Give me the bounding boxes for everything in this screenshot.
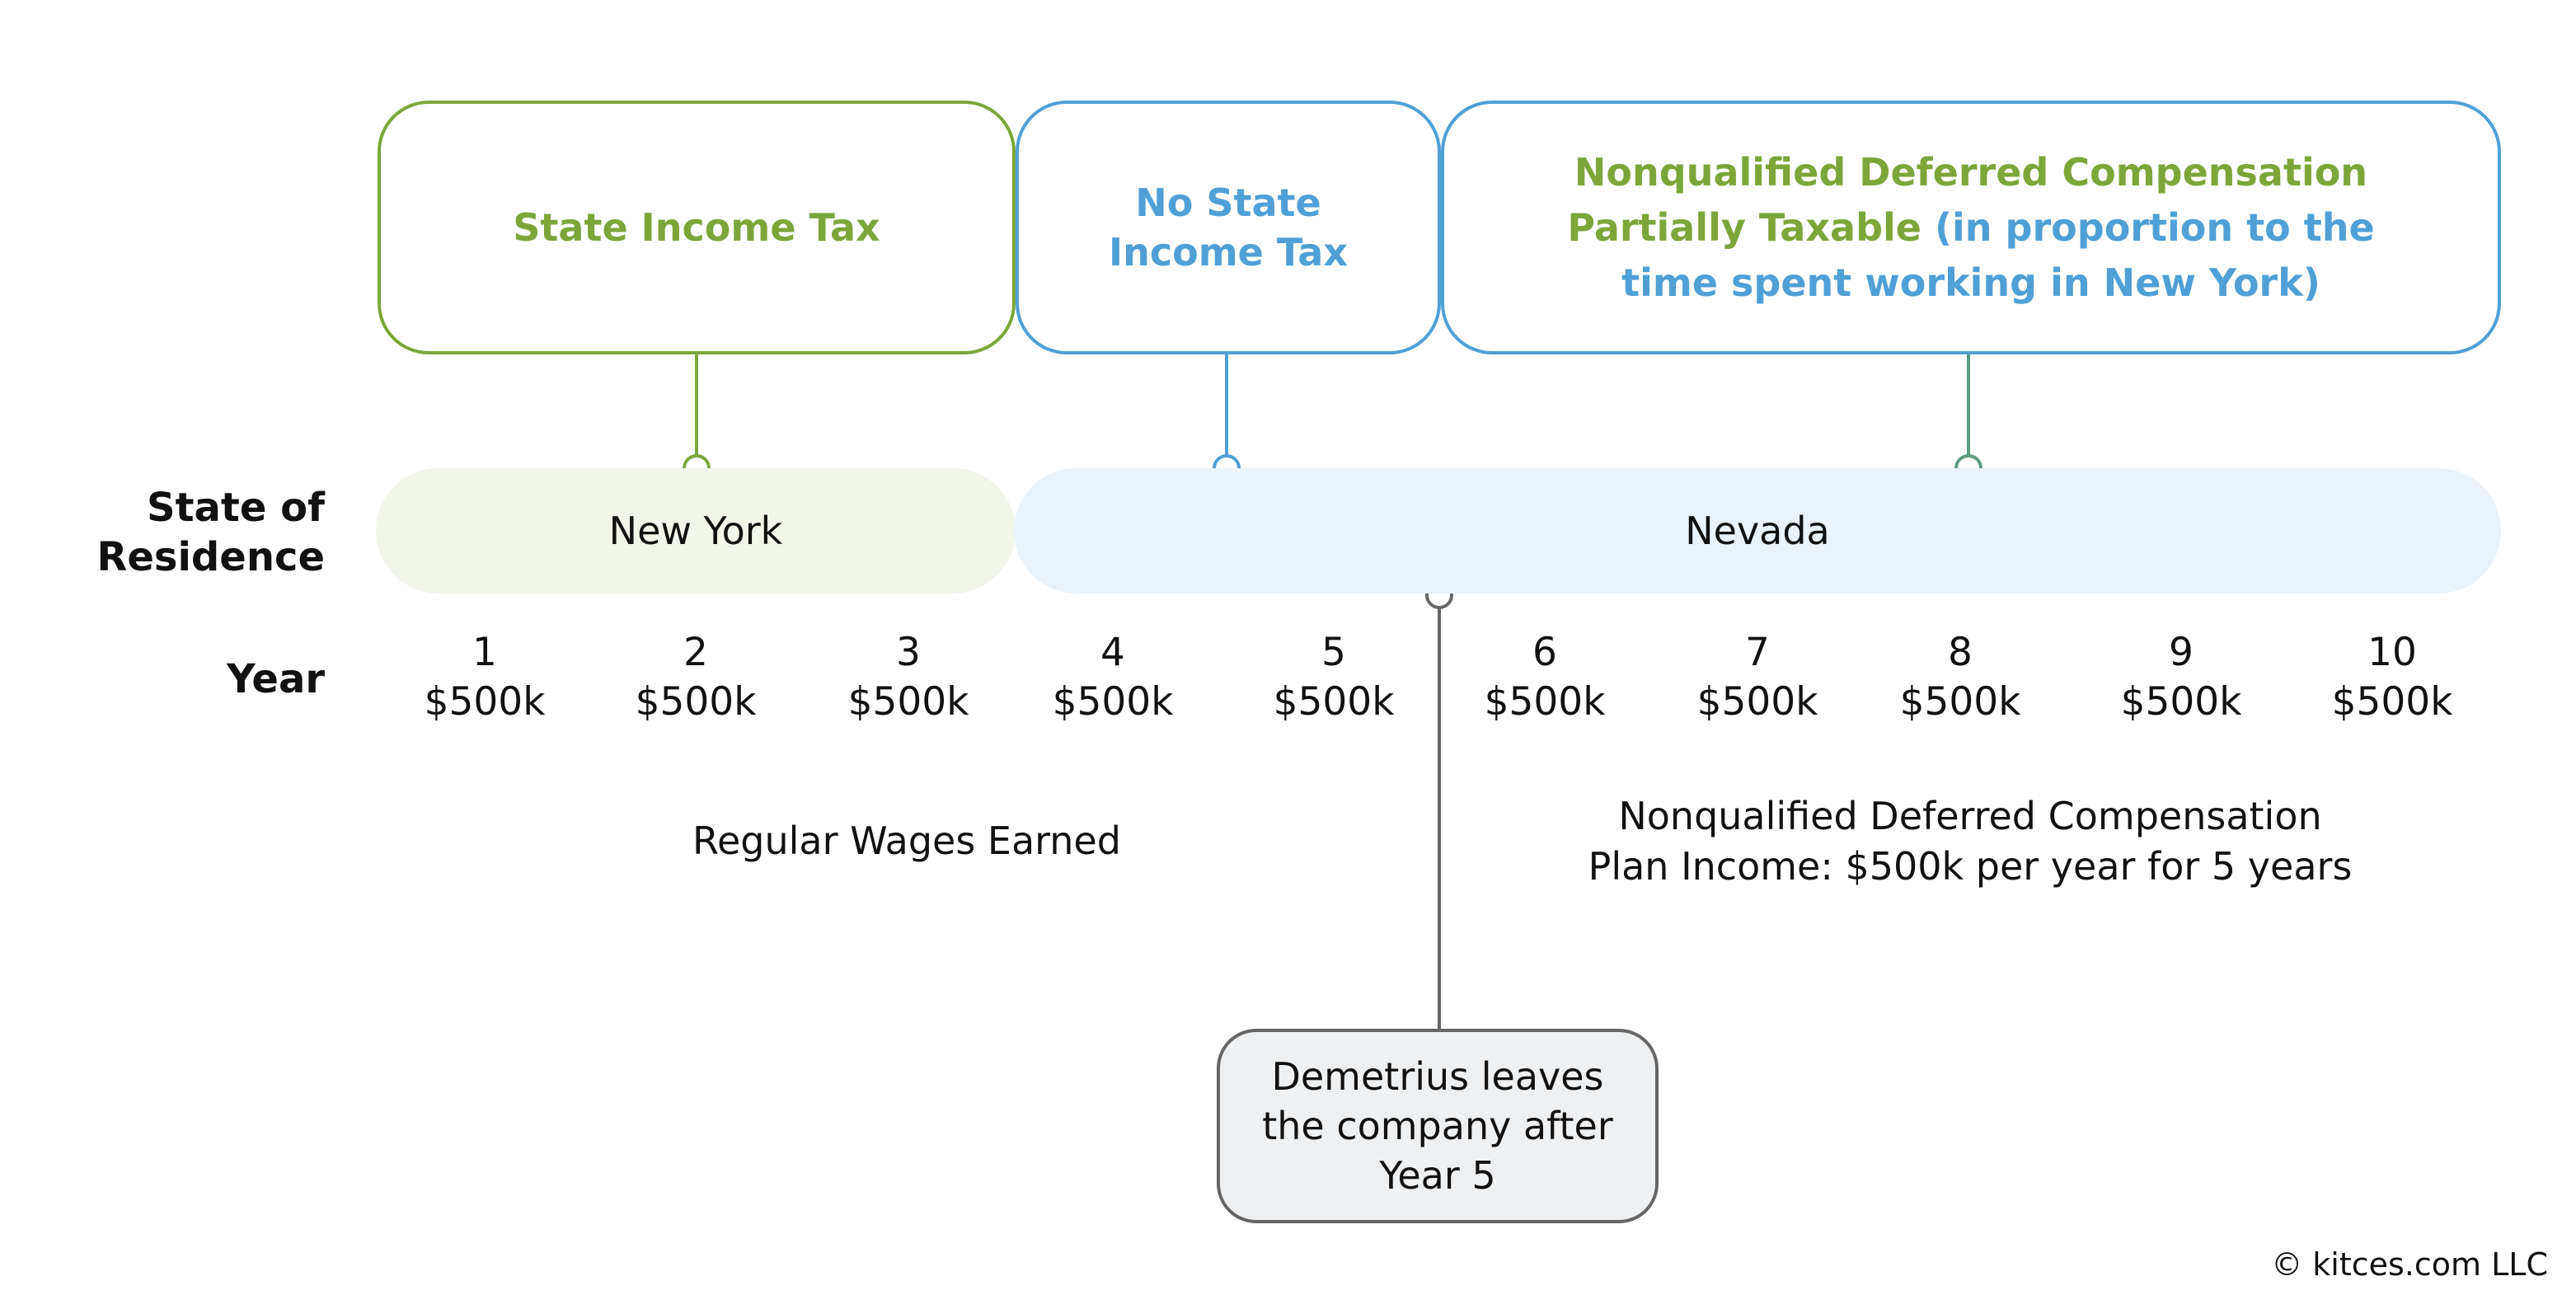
year-amount: $500k <box>2331 679 2453 725</box>
row-label-state-of-residence <box>66 483 325 582</box>
event-demetrius-leaves <box>1217 1029 1659 1223</box>
note-nqdc-line-1: Nonqualified Deferred Compensation <box>1618 794 2322 838</box>
year-column <box>2302 628 2483 727</box>
year-amount: $500k <box>1273 679 1395 725</box>
year-number: 5 <box>1321 630 1346 675</box>
band-nevada-label: Nevada <box>1685 509 1830 553</box>
year-column <box>1870 628 2051 727</box>
year-column <box>1022 628 1204 727</box>
row-label-year: Year <box>227 656 325 702</box>
event-line-1: Demetrius leaves <box>1271 1054 1604 1099</box>
year-number: 10 <box>2367 630 2417 675</box>
year-column <box>605 628 786 727</box>
year-amount: $500k <box>424 679 546 725</box>
band-new-york <box>376 468 1016 594</box>
year-number: 4 <box>1100 630 1125 675</box>
callout-nqdc-line-1: Nonqualified Deferred Compensation <box>1574 149 2368 195</box>
year-amount: $500k <box>1484 679 1606 725</box>
callout-no-state-tax-line-1: No State <box>1135 181 1321 225</box>
callout-no-state-tax-line-2: Income Tax <box>1108 230 1349 274</box>
note-nqdc-plan-income <box>1484 791 2456 892</box>
callout-state-income-tax <box>378 101 1016 354</box>
callout-nqdc-partially-taxable <box>1441 101 2501 354</box>
callout-state-income-tax-text: State Income Tax <box>513 204 880 250</box>
event-line-3: Year 5 <box>1379 1153 1496 1198</box>
year-column <box>1243 628 1424 727</box>
year-amount: $500k <box>1052 679 1174 725</box>
year-amount: $500k <box>847 679 969 725</box>
year-amount: $500k <box>635 679 757 725</box>
year-number: 2 <box>683 630 708 675</box>
year-column <box>394 628 575 727</box>
year-column <box>1667 628 1848 727</box>
note-regular-wages: Regular Wages Earned <box>692 819 1121 863</box>
year-column <box>818 628 999 727</box>
band-new-york-label: New York <box>608 509 783 553</box>
year-number: 9 <box>2169 630 2194 675</box>
callout-nqdc-line-2b: (in proportion to the <box>1935 204 2375 250</box>
event-line-2: the company after <box>1262 1104 1613 1148</box>
year-number: 8 <box>1948 630 1973 675</box>
callout-nqdc-line-2a: Partially Taxable <box>1567 204 1935 250</box>
row-label-residence-line-2: Residence <box>96 534 325 580</box>
year-amount: $500k <box>2120 679 2242 725</box>
row-label-residence-line-1: State of <box>147 485 325 531</box>
callout-no-state-income-tax <box>1016 101 1441 354</box>
year-amount: $500k <box>1696 679 1818 725</box>
callout-nqdc-line-3: time spent working in New York) <box>1621 260 2320 305</box>
band-nevada <box>1014 468 2501 594</box>
copyright-credit: © kitces.com LLC <box>2271 1246 2548 1283</box>
year-column <box>2090 628 2272 727</box>
year-column <box>1454 628 1635 727</box>
year-number: 1 <box>472 630 497 675</box>
year-number: 7 <box>1745 630 1770 675</box>
year-number: 3 <box>896 630 921 675</box>
note-nqdc-line-2: Plan Income: $500k per year for 5 years <box>1588 844 2353 889</box>
year-number: 6 <box>1532 630 1557 675</box>
year-amount: $500k <box>1899 679 2021 725</box>
